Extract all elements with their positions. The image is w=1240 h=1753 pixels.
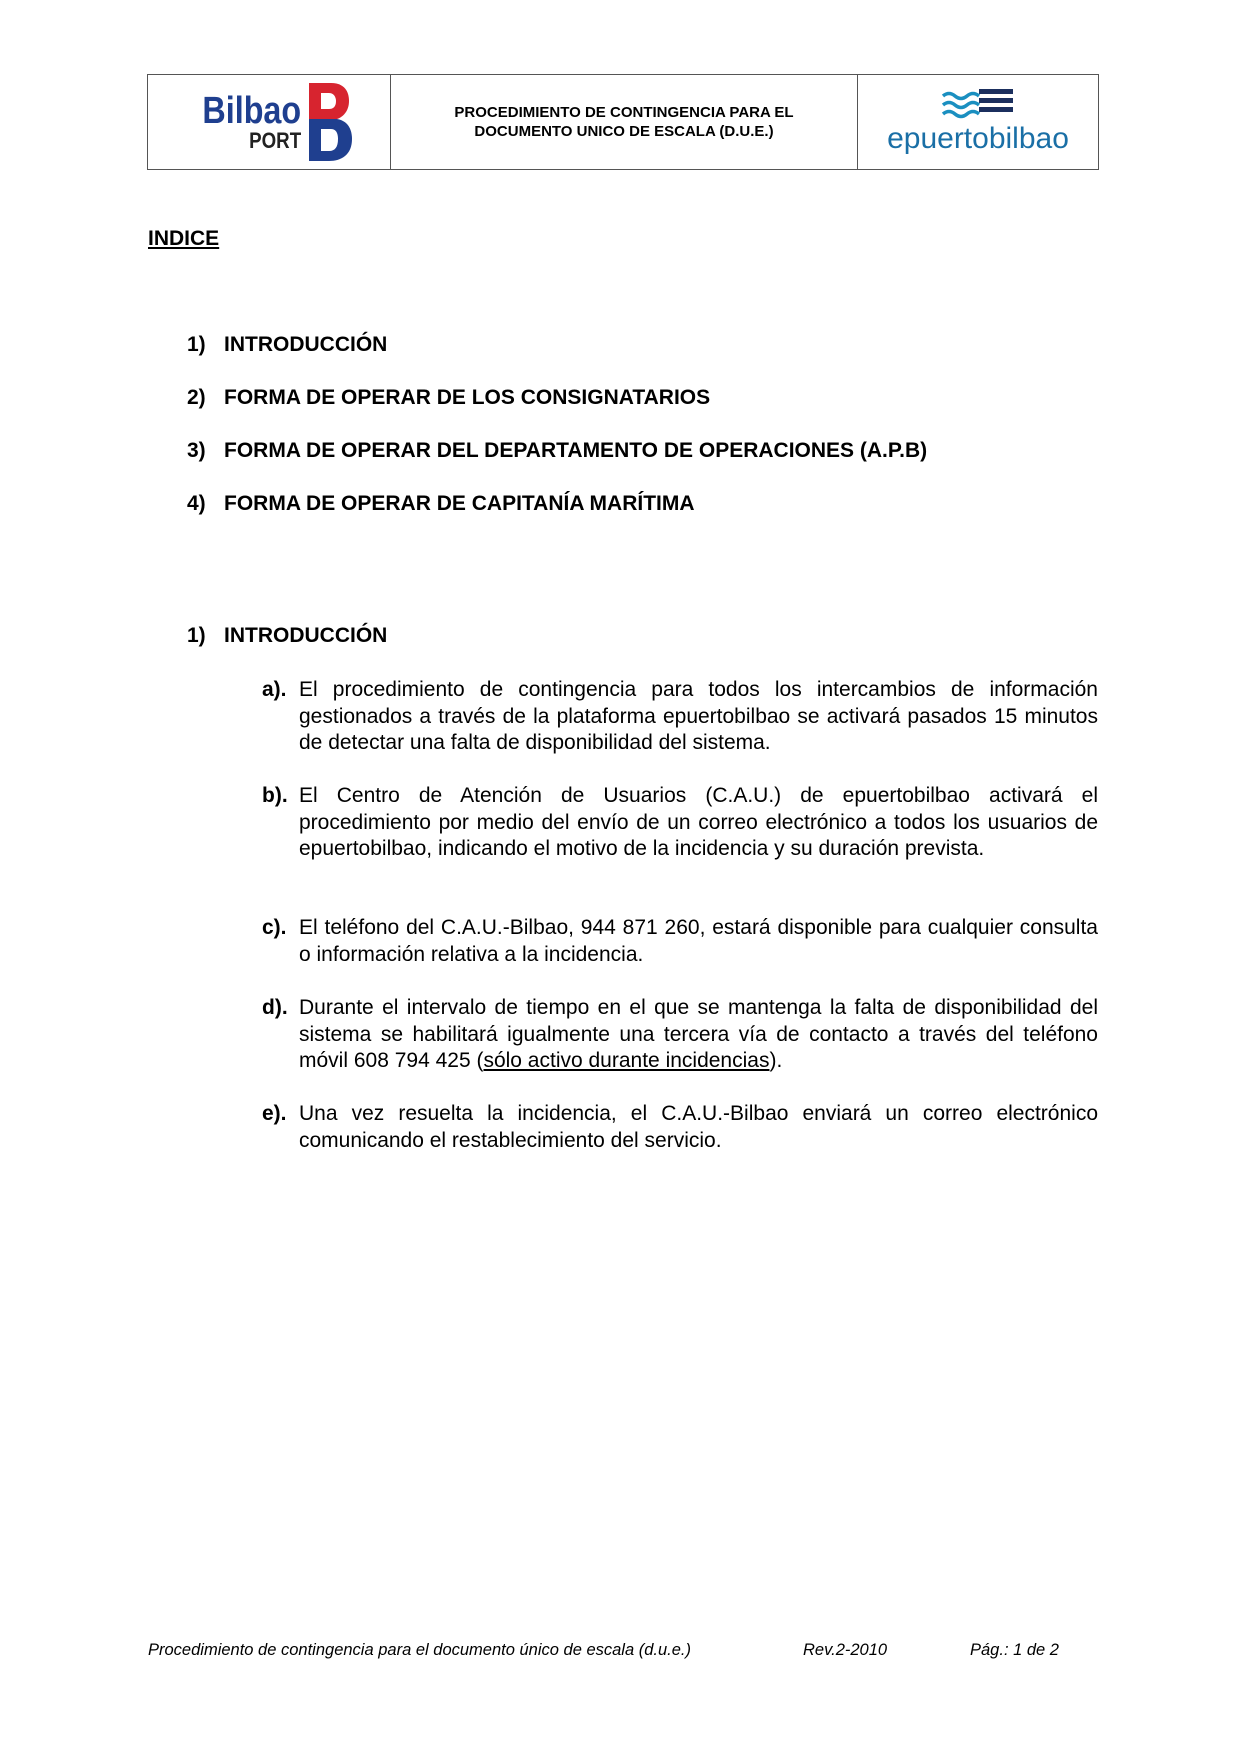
waves-logo-icon [941, 88, 1015, 120]
epuertobilbao-logo [858, 75, 1098, 169]
logo-text-bilbao: Bilbao [202, 90, 302, 132]
logo-text-port: PORT [249, 128, 302, 153]
title-line-1: PROCEDIMIENTO DE CONTINGENCIA PARA EL [454, 104, 794, 121]
footer-page-number: Pág.: 1 de 2 [970, 1641, 1059, 1659]
paragraph-d: d). Durante el intervalo de tiempo en el que se mantenga la falta de disponibilidad del sistema se habilitará igualmente una tercera vía de contacto a través del teléfono móvil 608 794 425 (sólo activo durante incidencias). [262, 996, 1098, 1072]
paragraph-b: b). El Centro de Atención de Usuarios (C.A.U.) de epuertobilbao activará el procedimiento por medio del envío de un correo electrónico a todos los usuarios de epuertobilbao, indicando el motivo de la incidencia y su duración prevista. [262, 784, 1098, 860]
index-item: 4) FORMA DE OPERAR DE CAPITANÍA MARÍTIMA [187, 492, 695, 515]
index-item: 2) FORMA DE OPERAR DE LOS CONSIGNATARIOS [187, 386, 711, 409]
paragraph-e: e). Una vez resuelta la incidencia, el C.A.U.-Bilbao enviará un correo electrónico comunicando el restablecimiento del servicio. [262, 1102, 1098, 1152]
bilbao-port-logo [148, 75, 391, 169]
underlined-note: sólo activo durante incidencias [483, 1049, 770, 1072]
logo-text-epuertobilbao: epuertobilbao [887, 122, 1069, 155]
index-item: 1) INTRODUCCIÓN [187, 333, 388, 356]
document-title [391, 75, 858, 169]
index-item: 3) FORMA DE OPERAR DEL DEPARTAMENTO DE OPERACIONES (A.P.B) [187, 439, 928, 462]
footer-document-name: Procedimiento de contingencia para el documento único de escala (d.u.e.) [148, 1641, 692, 1659]
document-header [147, 74, 1099, 170]
title-line-2: DOCUMENTO UNICO DE ESCALA (D.U.E.) [474, 123, 774, 140]
paragraph-c: c). El teléfono del C.A.U.-Bilbao, 944 871 260, estará disponible para cualquier consulta o información relativa a la incidencia. [262, 916, 1098, 966]
paragraph-a: a). El procedimiento de contingencia para todos los intercambios de información gestionados a través de la plataforma epuertobilbao se activará pasados 15 minutos de detectar una falta de disponibilidad del sistema. [262, 678, 1098, 754]
index-title: INDICE [148, 227, 220, 250]
bilbao-b-mark-icon [307, 81, 353, 163]
section-heading: 1) INTRODUCCIÓN [187, 624, 388, 647]
footer-revision: Rev.2-2010 [803, 1641, 888, 1659]
